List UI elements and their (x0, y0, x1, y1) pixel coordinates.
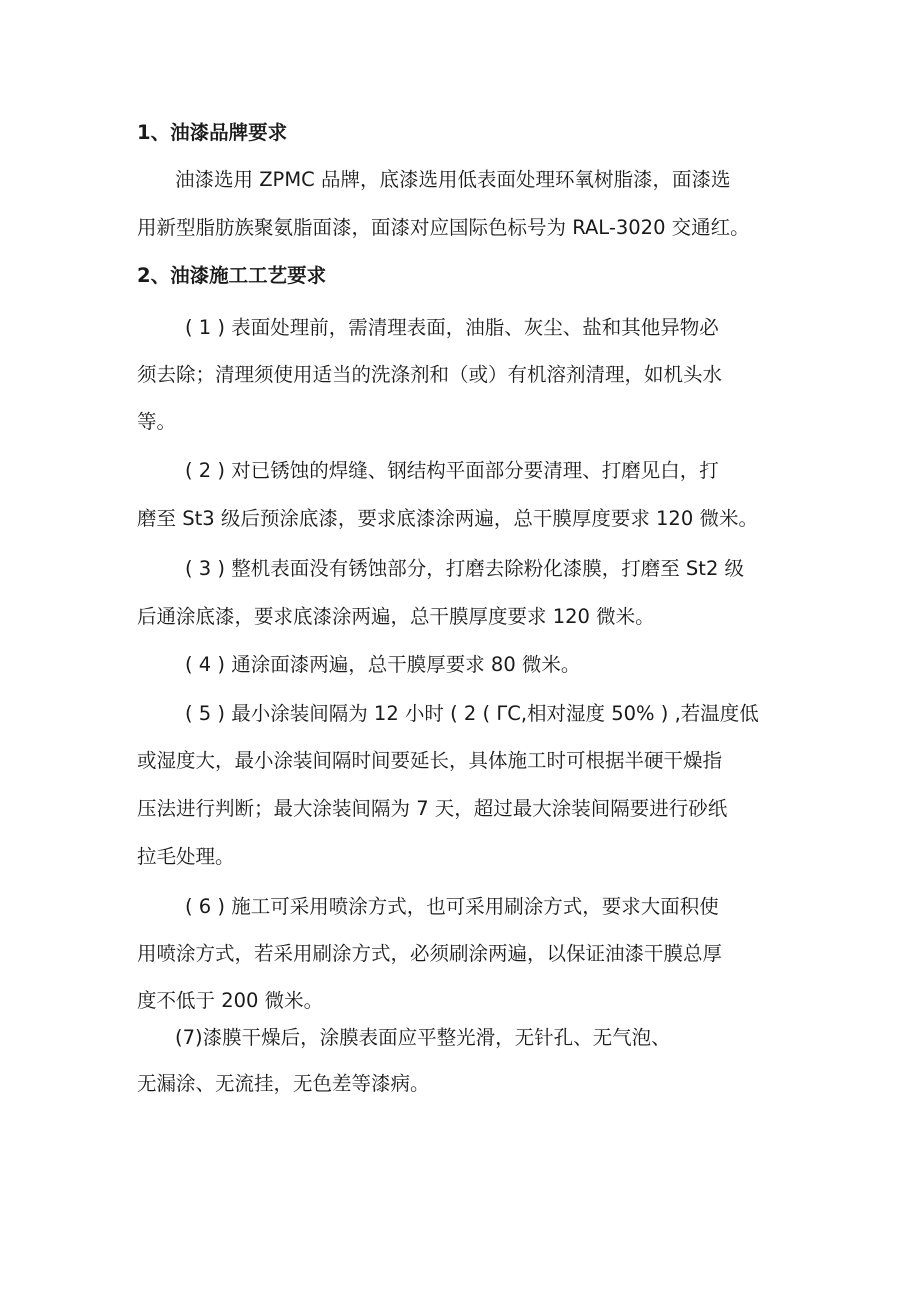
item-6-line-3: 度不低于 200 微米。 (137, 989, 324, 1012)
item-1-line-2: 须去除；清理须使用适当的洗涤剂和（或）有机溶剂清理，如机头水 (137, 363, 723, 386)
item-5-line-3: 压法进行判断；最大涂装间隔为 7 天，超过最大涂装间隔要进行砂纸 (137, 797, 728, 820)
section-1-para-line-1: 油漆选用 ZPMC 品牌，底漆选用低表面处理环氧树脂漆，面漆选 (175, 168, 731, 191)
item-3-line-2: 后通涂底漆，要求底漆涂两遍，总干膜厚度要求 120 微米。 (137, 605, 655, 628)
item-6-line-1: ( 6 ) 施工可采用喷涂方式，也可采用刷涂方式，要求大面积使 (185, 895, 719, 918)
item-3-line-1: ( 3 ) 整机表面没有锈蚀部分，打磨去除粉化漆膜，打磨至 St2 级 (185, 557, 745, 580)
section-1-para-line-2: 用新型脂肪族聚氨脂面漆，面漆对应国际色标号为 RAL-3020 交通红。 (137, 216, 750, 239)
item-4-line-1: ( 4 ) 通涂面漆两遍，总干膜厚要求 80 微米。 (185, 653, 581, 676)
item-5-line-1: ( 5 ) 最小涂装间隔为 12 小时 ( 2 ( ΓC,相对湿度 50% ) ,若温度低 (185, 702, 759, 725)
item-2-line-2: 磨至 St3 级后预涂底漆，要求底漆涂两遍，总干膜厚度要求 120 微米。 (137, 507, 758, 530)
item-5-line-2: 或湿度大，最小涂装间隔时间要延长，具体施工时可根据半硬干燥指 (137, 749, 723, 772)
item-1-line-1: ( 1 ) 表面处理前，需清理表面，油脂、灰尘、盐和其他异物必 (185, 316, 719, 339)
item-7-line-2: 无漏涂、无流挂，无色差等漆病。 (137, 1072, 430, 1095)
section-2-heading: 2、油漆施工工艺要求 (137, 264, 327, 287)
section-1-heading: 1、油漆品牌要求 (137, 121, 288, 144)
item-2-line-1: ( 2 ) 对已锈蚀的焊缝、钢结构平面部分要清理、打磨见白，打 (185, 459, 719, 482)
item-6-line-2: 用喷涂方式，若采用刷涂方式，必须刷涂两遍，以保证油漆干膜总厚 (137, 942, 723, 965)
item-5-line-4: 拉毛处理。 (137, 845, 235, 868)
item-1-line-3: 等。 (137, 410, 177, 433)
item-7-line-1: (7)漆膜干燥后，涂膜表面应平整光滑，无针孔、无气泡、 (175, 1026, 671, 1049)
